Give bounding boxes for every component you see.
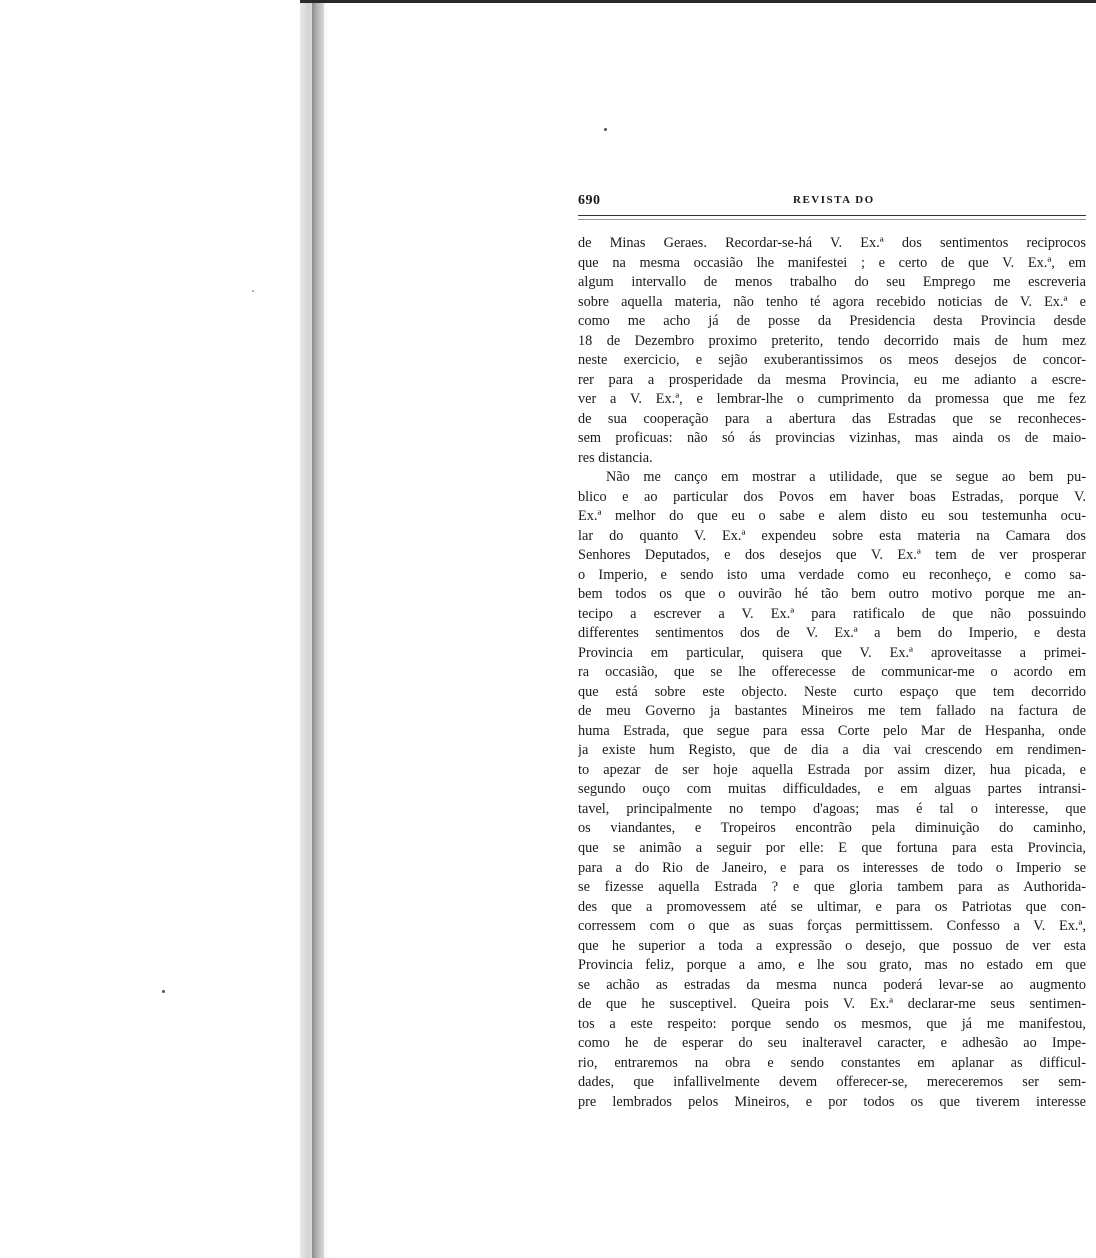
text-line: se achão as estradas da mesma nunca poderá levar-se ao augmento <box>578 976 1086 993</box>
text-line: Ex.ª melhor do que eu o sabe e alem disto eu sou testemunha ocu- <box>578 508 1086 525</box>
text-line: Provincia feliz, porque a amo, e lhe sou grato, mas no estado em que <box>578 957 1086 974</box>
text-line: sobre aquella materia, não tenho té agora recebido noticias de V. Ex.ª e <box>578 293 1086 310</box>
text-line: des que a promovessem até se ultimar, e para os Patriotas que con- <box>578 898 1086 915</box>
text-line: dades, que infallivelmente devem offerecer-se, mereceremos ser sem- <box>578 1074 1086 1091</box>
scan-top-edge <box>300 0 1096 3</box>
text-line: como he de esperar do seu inalteravel caracter, e adhesão ao Impe- <box>578 1035 1086 1052</box>
text-line: rio, entraremos na obra e sendo constantes em aplanar as difficul- <box>578 1054 1086 1071</box>
text-line: tavel, principalmente no tempo d'agoas; mas é tal o interesse, que <box>578 800 1086 817</box>
header-rule <box>578 215 1086 220</box>
text-line: de que he susceptivel. Queira pois V. Ex.ª declarar-me seus sentimen- <box>578 996 1086 1013</box>
text-line: lar do quanto V. Ex.ª expendeu sobre esta materia na Camara dos <box>578 527 1086 544</box>
text-line: Senhores Deputados, e dos desejos que V. Ex.ª tem de ver prosperar <box>578 547 1086 564</box>
text-line: pre lembrados pelos Mineiros, e por todos os que tiverem interesse <box>578 1093 1086 1110</box>
text-line: algum intervallo de menos trabalho do seu Emprego me escreveria <box>578 274 1086 291</box>
text-line: que se animão a seguir por elle: E que fortuna para esta Provincia, <box>578 839 1086 856</box>
text-line: ja existe hum Registo, que de dia a dia vai crescendo em rendimen- <box>578 742 1086 759</box>
text-line: de sua cooperação para a abertura das Estradas que se reconheces- <box>578 410 1086 427</box>
text-line: tos a este respeito: porque sendo os mesmos, que já me manifestou, <box>578 1015 1086 1032</box>
scan-speck <box>252 290 254 292</box>
text-line: blico e ao particular dos Povos em haver boas Estradas, porque V. <box>578 488 1086 505</box>
text-line: neste exercicio, e sejão exuberantissimos os meos desejos de concor- <box>578 352 1086 369</box>
text-line: ver a V. Ex.ª, e lembrar-lhe o cumprimento da promessa que me fez <box>578 391 1086 408</box>
text-line: para a do Rio de Janeiro, e para os interesses de todo o Imperio se <box>578 859 1086 876</box>
text-line: huma Estrada, que segue para essa Corte pelo Mar de Hespanha, onde <box>578 722 1086 739</box>
body-text <box>578 234 1086 1112</box>
text-line: corressem com o que as suas forças permittissem. Confesso a V. Ex.ª, <box>578 918 1086 935</box>
text-line: que he superior a toda a expressão o desejo, que possuo de ver esta <box>578 937 1086 954</box>
page-header <box>578 193 1086 213</box>
text-line: ra occasião, que se lhe offerecesse de communicar-me o acordo em <box>578 664 1086 681</box>
text-line: que está sobre este objecto. Neste curto espaço que tem decorrido <box>578 683 1086 700</box>
text-line: res distancia. <box>578 449 653 466</box>
text-line: Não me canço em mostrar a utilidade, que se segue ao bem pu- <box>606 469 1086 486</box>
text-line: sem proficuas: não só ás provincias vizinhas, mas ainda os de maio- <box>578 430 1086 447</box>
text-line: segundo ouço com muitas difficuldades, e em alguas partes intransi- <box>578 781 1086 798</box>
text-line: que na mesma occasião lhe manifestei ; e certo de que V. Ex.ª, em <box>578 254 1086 271</box>
scan-speck <box>604 128 607 131</box>
text-line: de Minas Geraes. Recordar-se-há V. Ex.ª dos sentimentos reciprocos <box>578 235 1086 251</box>
running-head: REVISTA DO <box>793 194 875 206</box>
text-line: rer para a prosperidade da mesma Provincia, eu me adianto a escre- <box>578 371 1086 388</box>
text-line: to apezar de ser hoje aquella Estrada por assim dizer, hua picada, e <box>578 761 1086 778</box>
book-spine-shadow <box>312 0 324 1258</box>
scan-speck <box>162 990 165 993</box>
text-line: o Imperio, e sendo isto uma verdade como eu reconheço, e como sa- <box>578 566 1086 583</box>
text-line: differentes sentimentos dos de V. Ex.ª a bem do Imperio, e desta <box>578 625 1086 642</box>
page-number: 690 <box>578 193 601 208</box>
text-line: tecipo a escrever a V. Ex.ª para ratificalo de que não possuindo <box>578 605 1086 622</box>
text-line: os viandantes, e Tropeiros encontrão pela diminuição do caminho, <box>578 820 1086 837</box>
text-line: se fizesse aquella Estrada ? e que gloria tambem para as Authorida- <box>578 879 1086 896</box>
text-line: como me acho já de posse da Presidencia desta Provincia desde <box>578 313 1086 330</box>
text-line: 18 de Dezembro proximo preterito, tendo decorrido mais de hum mez <box>578 332 1086 349</box>
text-line: bem todos os que o ouvirão hé tão bem outro motivo porque me an- <box>578 586 1086 603</box>
text-line: Provincia em particular, quisera que V. Ex.ª aproveitasse a primei- <box>578 644 1086 661</box>
text-line: de meu Governo ja bastantes Mineiros me tem fallado na factura de <box>578 703 1086 720</box>
